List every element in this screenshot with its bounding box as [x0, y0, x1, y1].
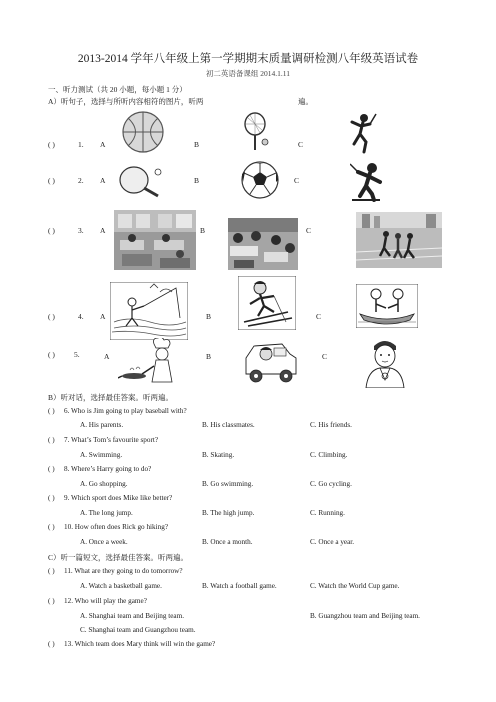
question-text: 9. Which sport does Mike like better? — [64, 494, 173, 502]
answer-paren[interactable]: ( ) — [48, 140, 55, 149]
option-c: C. Go cycling. — [310, 480, 352, 488]
basketball-image — [120, 110, 166, 154]
option-b-label: B — [206, 312, 212, 321]
ping-pong-paddle-image — [118, 164, 166, 198]
part-a-instruction-tail: 遍。 — [298, 97, 313, 106]
option-c: C. His friends. — [310, 421, 352, 429]
answer-paren[interactable]: ( ) — [48, 350, 55, 359]
answer-paren[interactable]: ( ) — [48, 567, 55, 575]
exam-title: 2013-2014 学年八年级上第一学期期末质量调研检测八年级英语试卷 — [77, 53, 419, 65]
option-b: B. The high jump. — [202, 509, 255, 517]
option-b-label: B — [206, 352, 212, 361]
answer-paren[interactable]: ( ) — [48, 597, 55, 605]
option-c: C. Running. — [310, 509, 345, 517]
answer-paren[interactable]: ( ) — [48, 494, 55, 502]
question-text: 13. Which team does Mary think will win the game? — [64, 640, 216, 648]
answer-paren[interactable]: ( ) — [48, 523, 55, 531]
students-studying-photo-image — [228, 218, 298, 270]
option-b: B. His classmates. — [202, 421, 255, 429]
question-text: 12. Who will play the game? — [64, 597, 147, 605]
option-c-label: C — [322, 352, 328, 361]
option-c-label: C — [298, 140, 304, 149]
option-a: A. Go shopping. — [80, 480, 128, 488]
rowing-image — [356, 284, 418, 328]
exam-subtitle: 初二英语备课组 2014.1.11 — [205, 69, 291, 78]
option-a: A. His parents. — [80, 421, 124, 429]
question-text: 10. How often does Rick go hiking? — [64, 523, 169, 531]
teacher-portrait-image — [360, 336, 410, 388]
option-c: C. Once a year. — [310, 538, 355, 546]
option-a-label: A — [104, 352, 110, 361]
cooking-chef-image — [118, 338, 184, 388]
option-c: C. Shanghai team and Guangzhou team. — [80, 626, 196, 634]
option-c-label: C — [316, 312, 322, 321]
question-number: 1. — [78, 140, 84, 149]
option-a: A. Swimming. — [80, 451, 123, 459]
option-c-label: C — [306, 226, 312, 235]
option-a: A. Watch a basketball game. — [80, 582, 162, 590]
soccer-ball-image — [240, 160, 280, 200]
question-text: 6. Who is Jim going to play baseball with? — [64, 407, 187, 415]
skiing-image — [238, 276, 296, 330]
option-a: A. Once a week. — [80, 538, 128, 546]
option-a-label: A — [100, 226, 106, 235]
part-a-instruction: A）听句子，选择与所听内容相符的图片，听两 — [48, 97, 204, 106]
baseball-player-image — [348, 112, 378, 154]
question-text: 11. What are they going to do tomorrow? — [64, 567, 183, 575]
question-number: 3. — [78, 226, 84, 235]
classroom-photo-image — [114, 210, 196, 270]
option-a: A. Shanghai team and Beijing team. — [80, 612, 184, 620]
answer-paren[interactable]: ( ) — [48, 226, 55, 235]
tennis-racket-image — [240, 112, 270, 152]
question-number: 5. — [74, 350, 80, 359]
option-a: A. The long jump. — [80, 509, 133, 517]
driver-car-image — [242, 338, 298, 384]
fishing-image — [110, 282, 188, 340]
answer-paren[interactable]: ( ) — [48, 312, 55, 321]
answer-paren[interactable]: ( ) — [48, 176, 55, 185]
option-a-label: A — [100, 176, 106, 185]
fencing-icon-image — [350, 160, 384, 202]
running-track-photo-image — [356, 212, 442, 268]
option-b: B. Skating. — [202, 451, 235, 459]
option-a-label: A — [100, 312, 106, 321]
option-b-label: B — [194, 176, 200, 185]
answer-paren[interactable]: ( ) — [48, 465, 55, 473]
part-b-instruction: B）听对话，选择最佳答案。听两遍。 — [48, 393, 174, 402]
option-b: B. Guangzhou team and Beijing team. — [310, 612, 420, 620]
option-b: B. Once a month. — [202, 538, 253, 546]
option-b: B. Watch a football game. — [202, 582, 277, 590]
option-b-label: B — [194, 140, 200, 149]
option-c-label: C — [294, 176, 300, 185]
option-c: C. Watch the World Cup game. — [310, 582, 400, 590]
answer-paren[interactable]: ( ) — [48, 640, 55, 648]
question-text: 7. What’s Tom’s favourite sport? — [64, 436, 159, 444]
part-c-instruction: C）听一篇短文，选择最佳答案。听两遍。 — [48, 553, 189, 562]
option-b: B. Go swimming. — [202, 480, 254, 488]
option-c: C. Climbing. — [310, 451, 348, 459]
question-number: 4. — [78, 312, 84, 321]
section-heading: 一、听力测试（共 20 小题，每小题 1 分） — [48, 85, 187, 94]
option-a-label: A — [100, 140, 106, 149]
question-text: 8. Where’s Harry going to do? — [64, 465, 152, 473]
answer-paren[interactable]: ( ) — [48, 407, 55, 415]
option-b-label: B — [200, 226, 206, 235]
question-number: 2. — [78, 176, 84, 185]
answer-paren[interactable]: ( ) — [48, 436, 55, 444]
